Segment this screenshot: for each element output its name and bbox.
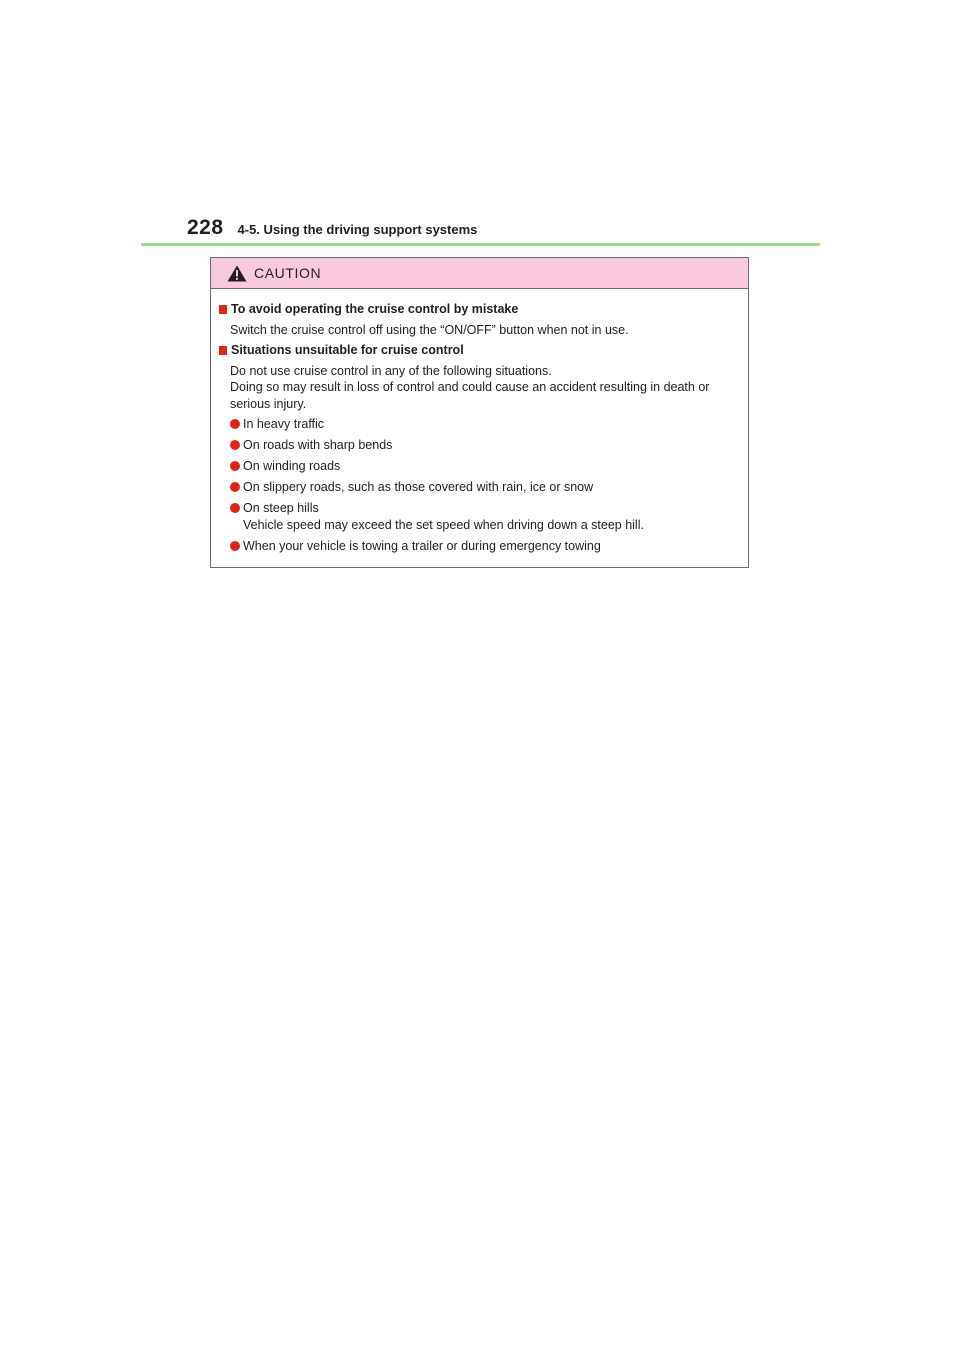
list-item-text: On roads with sharp bends <box>243 438 393 452</box>
red-dot-bullet-icon <box>230 440 240 450</box>
red-dot-bullet-icon <box>230 482 240 492</box>
red-dot-bullet-icon <box>230 503 240 513</box>
list-item <box>219 479 738 496</box>
list-item-text: On winding roads <box>243 459 341 473</box>
list-item <box>219 538 738 555</box>
red-dot-bullet-icon <box>230 461 240 471</box>
heading-text: To avoid operating the cruise control by mistake <box>231 302 519 316</box>
red-dot-bullet-icon <box>230 541 240 551</box>
list-item <box>219 500 738 533</box>
caution-box <box>210 257 749 568</box>
page-header <box>187 216 477 240</box>
list-item-text: In heavy traffic <box>243 417 325 431</box>
list-item-text: On steep hills <box>243 501 319 515</box>
warning-triangle-icon <box>227 265 247 282</box>
red-dot-bullet-icon <box>230 419 240 429</box>
list-item-text: On slippery roads, such as those covered with rain, ice or snow <box>243 480 594 494</box>
list-item-text: When your vehicle is towing a trailer or during emergency towing <box>243 538 601 553</box>
heading-text: Situations unsuitable for cruise control <box>231 343 464 357</box>
list-item-content <box>243 500 644 533</box>
paragraph: Doing so may result in loss of control and could cause an accident resulting in death or serious injury. <box>230 380 710 411</box>
page-number: 228 <box>187 216 224 239</box>
list-item-subtext: Vehicle speed may exceed the set speed when driving down a steep hill. <box>243 517 644 532</box>
section-heading <box>219 301 738 318</box>
list-item <box>219 458 738 475</box>
list-item <box>219 437 738 454</box>
paragraph: Switch the cruise control off using the “ON/OFF” button when not in use. <box>230 322 629 337</box>
list-item <box>219 416 738 433</box>
caution-header <box>211 258 748 289</box>
square-bullet-icon <box>219 305 227 314</box>
header-divider <box>141 243 820 246</box>
section-heading <box>219 342 738 359</box>
caution-body <box>211 289 748 559</box>
section-title: 4-5. Using the driving support systems <box>237 222 478 237</box>
square-bullet-icon <box>219 346 227 355</box>
caution-label: CAUTION <box>254 265 322 281</box>
paragraph: Do not use cruise control in any of the following situations. <box>230 363 552 378</box>
